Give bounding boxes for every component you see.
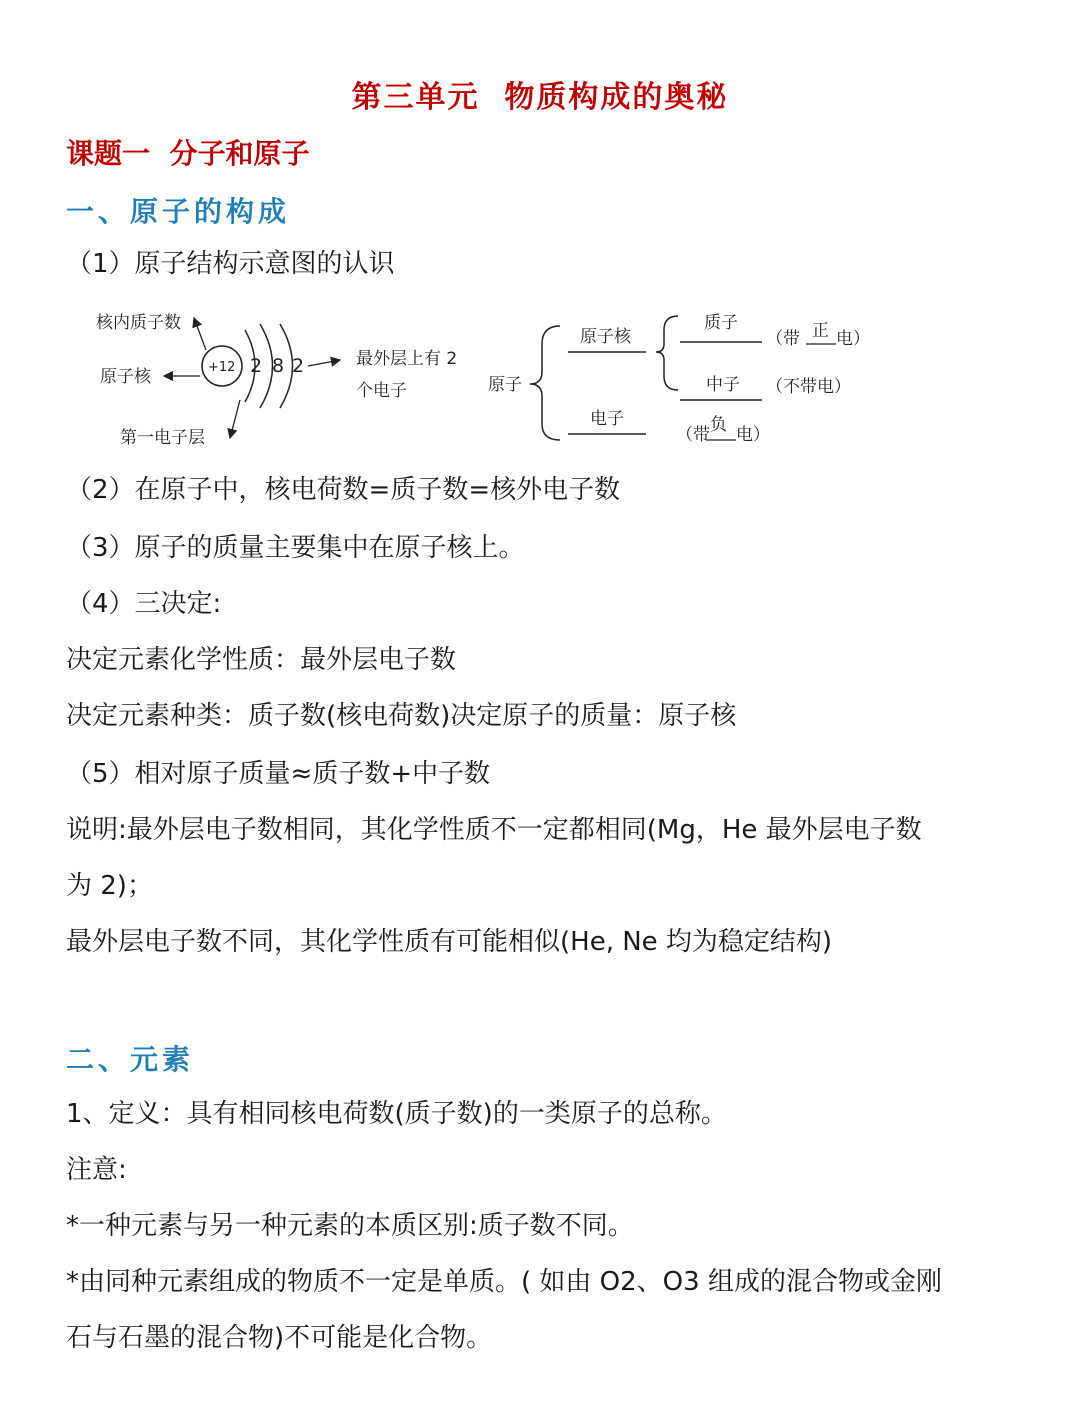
text-line: 最外层电子数不同，其化学性质有可能相似(He, Ne 均为稳定结构) [66, 927, 833, 957]
electron-charge-suffix: 电） [736, 425, 770, 445]
atom-structure-diagram [90, 300, 890, 460]
electron-charge-value: 负 [710, 415, 727, 435]
text-line: *一种元素与另一种元素的本质区别:质子数不同。 [66, 1211, 634, 1241]
arrow-proton-count [194, 318, 206, 350]
lesson-heading: 课题一 分子和原子 [66, 137, 310, 170]
nucleus-charge: +12 [208, 360, 236, 375]
electron-charge-prefix: （带 [676, 425, 710, 445]
outer-note-line1: 最外层上有 2 [356, 349, 458, 369]
shell-electrons-1: 2 [250, 355, 263, 377]
neutron-charge: （不带电） [766, 377, 851, 397]
text-line: 说明:最外层电子数相同，其化学性质不一定都相同(Mg，He 最外层电子数 [66, 815, 922, 845]
text-line: （4）三决定: [66, 589, 222, 619]
section-heading-atom-structure: 一、原子的构成 [66, 195, 291, 228]
tree-electron: 电子 [590, 409, 624, 429]
tree-nucleus: 原子核 [580, 327, 631, 347]
text-line: （1）原子结构示意图的认识 [66, 249, 395, 279]
proton-charge-value: 正 [812, 321, 829, 341]
section-heading-element: 二、元素 [66, 1043, 195, 1076]
tree-atom: 原子 [488, 375, 522, 395]
label-proton-count: 核内质子数 [96, 313, 181, 333]
text-line: 决定元素化学性质：最外层电子数 [66, 645, 457, 675]
page-title: 第三单元 物质构成的奥秘 [351, 80, 729, 115]
text-line: 为 2)； [66, 871, 153, 901]
text-line: *由同种元素组成的物质不一定是单质。( 如由 O2、O3 组成的混合物或金刚 [66, 1267, 942, 1297]
text-line: （3）原子的质量主要集中在原子核上。 [66, 533, 525, 563]
shell-electrons-3: 2 [292, 355, 305, 377]
text-line: 注意: [66, 1155, 127, 1185]
text-line: 1、定义：具有相同核电荷数(质子数)的一类原子的总称。 [66, 1099, 727, 1129]
arrow-outer-shell [308, 360, 340, 366]
text-line: （2）在原子中，核电荷数=质子数=核外电子数 [66, 475, 621, 505]
tree-neutron: 中子 [706, 375, 740, 395]
text-line: 决定元素种类：质子数(核电荷数)决定原子的质量：原子核 [66, 701, 737, 731]
proton-charge-suffix: 电） [836, 329, 870, 349]
tree-proton: 质子 [704, 313, 738, 333]
brace-atom [530, 326, 560, 440]
label-first-shell: 第一电子层 [120, 428, 205, 448]
outer-note-line2: 个电子 [356, 381, 407, 401]
arrow-first-shell [230, 400, 240, 438]
proton-charge-prefix: （带 [766, 329, 800, 349]
text-line: 石与石墨的混合物)不可能是化合物。 [66, 1323, 493, 1353]
shell-electrons-2: 8 [272, 355, 285, 377]
label-nucleus: 原子核 [100, 367, 151, 387]
brace-nucleus [656, 316, 678, 390]
text-line: （5）相对原子质量≈质子数+中子数 [66, 759, 491, 789]
